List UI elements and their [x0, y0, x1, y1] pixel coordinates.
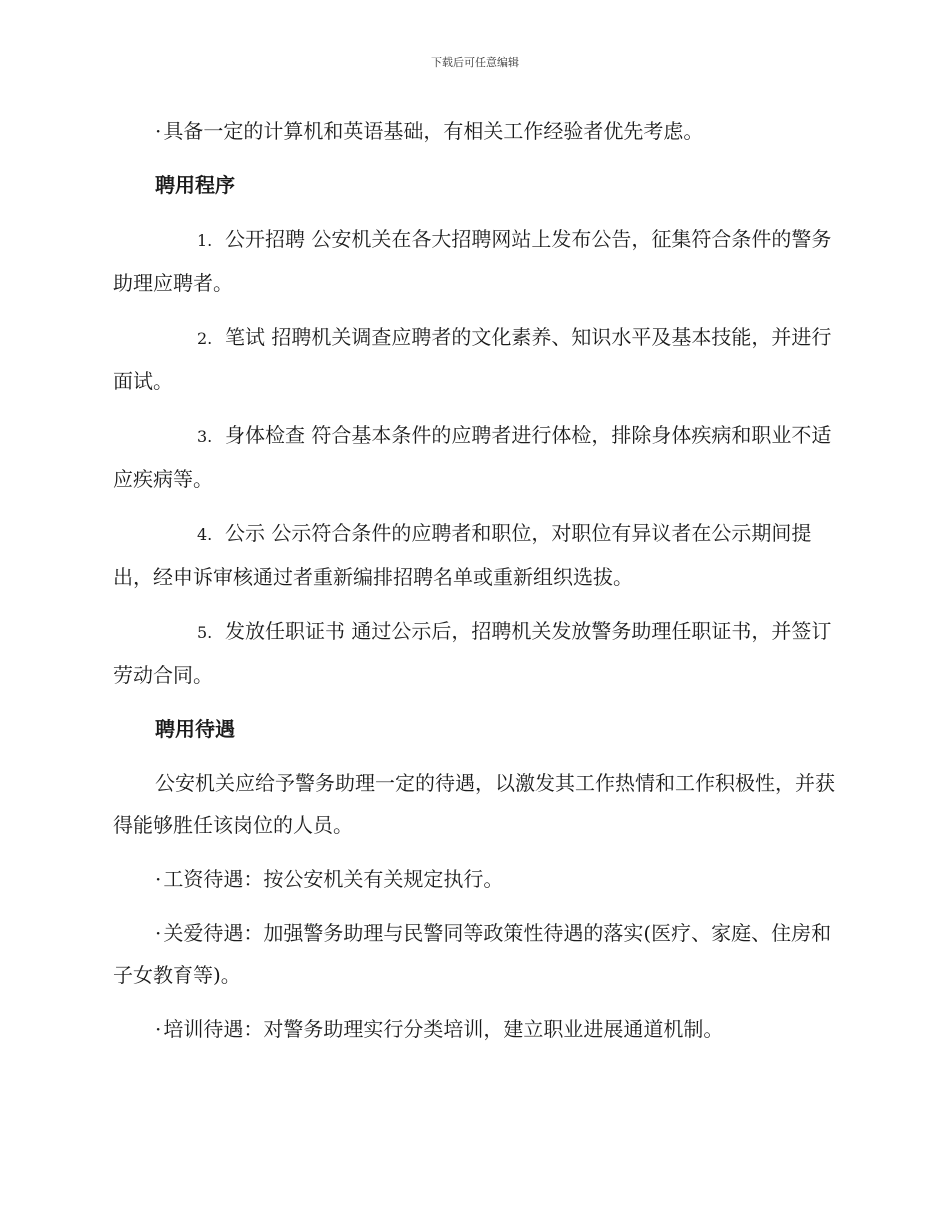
procedure-step-1 — [113, 218, 843, 304]
step-title: 公开招聘 — [225, 227, 305, 251]
step-title: 发放任职证书 — [225, 619, 345, 643]
step-title: 身体检查 — [225, 423, 305, 447]
step-text: 公示符合条件的应聘者和职位，对职位有异议者在公示期间提出，经申诉审核通过者重新编排招聘名单或重新组织选拔。 — [113, 521, 812, 589]
step-text: 招聘机关调查应聘者的文化素养、知识水平及基本技能，并进行面试。 — [113, 325, 832, 393]
benefits-intro: 公安机关应给予警务助理一定的待遇，以激发其工作热情和工作积极性，并获得能够胜任该岗位的人员。 — [113, 771, 835, 837]
procedure-step-2 — [113, 316, 843, 402]
requirement-computer-english — [113, 110, 843, 152]
step-title: 笔试 — [225, 325, 265, 349]
benefits-heading: 聘用待遇 — [155, 717, 235, 741]
procedure-heading: 聘用程序 — [155, 173, 235, 197]
step-number: 3. — [197, 427, 213, 446]
step-title: 公示 — [225, 521, 265, 545]
document-body — [113, 110, 843, 1062]
procedure-step-3 — [113, 414, 843, 500]
requirement-text: 具备一定的计算机和英语基础，有相关工作经验者优先考虑。 — [163, 119, 704, 143]
step-text: 公安机关在各大招聘网站上发布公告，征集符合条件的警务助理应聘者。 — [113, 227, 832, 295]
step-number: 1. — [197, 231, 213, 250]
benefit-text: 工资待遇：按公安机关有关规定执行。 — [163, 867, 504, 891]
header-note: 下载后可任意编辑 — [431, 56, 519, 69]
bullet: · — [155, 1017, 162, 1041]
step-number: 4. — [197, 525, 213, 544]
benefit-text: 培训待遇：对警务助理实行分类培训，建立职业进展通道机制。 — [163, 1017, 724, 1041]
benefit-text: 关爱待遇：加强警务助理与民警同等政策性待遇的落实(医疗、家庭、住房和子女教育等)。 — [113, 921, 832, 987]
benefit-care — [113, 912, 843, 996]
step-number: 5. — [197, 623, 213, 642]
step-text: 符合基本条件的应聘者进行体检，排除身体疾病和职业不适应疾病等。 — [113, 423, 832, 491]
step-number: 2. — [197, 329, 213, 348]
bullet: · — [155, 921, 162, 945]
procedure-step-4 — [113, 512, 843, 598]
benefit-salary — [113, 858, 843, 900]
bullet: · — [155, 867, 162, 891]
step-text: 通过公示后，招聘机关发放警务助理任职证书，并签订劳动合同。 — [113, 619, 832, 687]
bullet: · — [155, 119, 162, 143]
procedure-step-5 — [113, 610, 843, 696]
benefit-training — [113, 1008, 843, 1050]
